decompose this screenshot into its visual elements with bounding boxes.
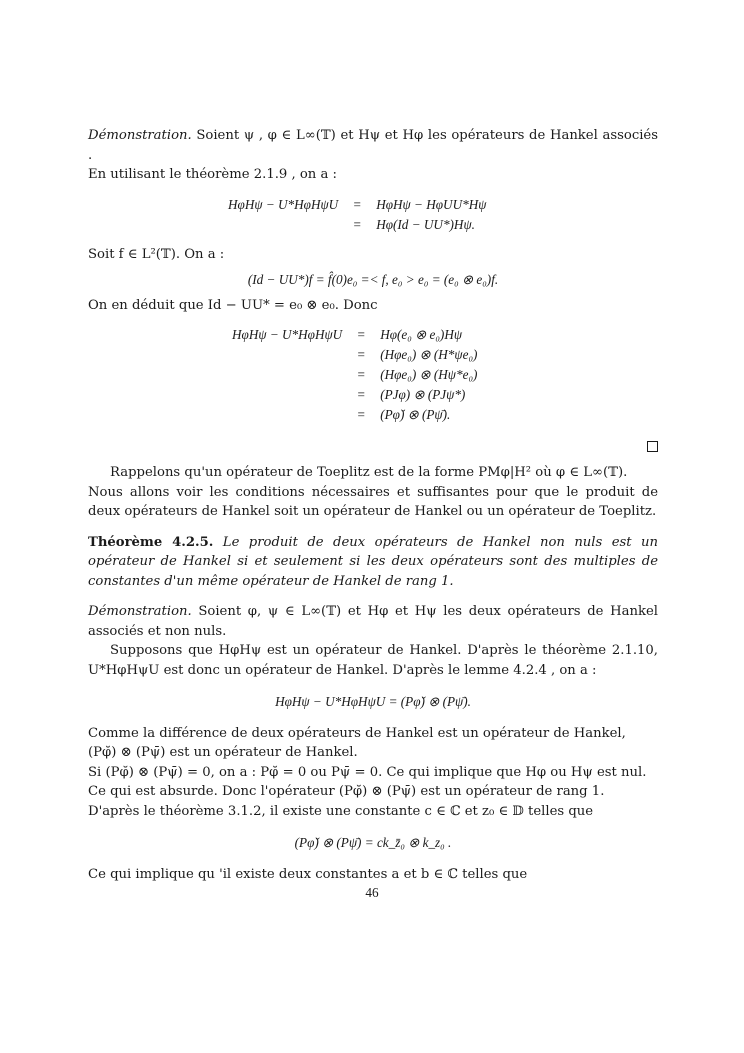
equation-1 [228, 195, 658, 235]
paragraph-rappel [88, 463, 658, 522]
paragraph-final: Ce qui implique qu 'il existe deux constantes a et b ∈ ℂ telles que [88, 866, 528, 882]
equation-row: = (Hφe₀) ⊗ (H*ψe₀) [232, 345, 477, 365]
page-number: 46 [365, 885, 379, 900]
equation-rhs: (Hφe₀) ⊗ (H*ψe₀) [380, 347, 478, 363]
equation-row: HφHψ − U*HφHψU = HφHψ − HφUU*Hψ [228, 195, 486, 215]
equation-rhs: (Hφe₀) ⊗ (Hψ*e₀) [380, 367, 478, 383]
paragraph-comme [88, 724, 658, 822]
rappel-line-1: Rappelons qu'un opérateur de Toeplitz est de la forme PMφ|H² où φ ∈ L∞(𝕋). [110, 465, 628, 480]
equation-rhs: Hφ(e₀ ⊗ e₀)Hψ [380, 327, 463, 343]
demonstration-label: Démonstration. [88, 604, 192, 619]
paragraph-deduit: On en déduit que Id − UU* = e₀ ⊗ e₀. Donc [88, 297, 378, 313]
demonstration-2 [88, 602, 658, 641]
equation-lhs [232, 345, 352, 365]
equation-row: HφHψ − U*HφHψU = Hφ(e₀ ⊗ e₀)Hψ [232, 325, 477, 345]
demonstration-label: Démonstration. [88, 128, 192, 143]
page-content [88, 126, 658, 884]
equation-5: (Pφ̆) ⊗ (Pψ̄) = ck_z̄₀ ⊗ k_z₀ . [294, 835, 452, 850]
demonstration-text: Soient ψ , φ ∈ L∞(𝕋) et Hψ et Hφ les opérateurs de Hankel associés . [88, 128, 658, 163]
text-line: Si (Pφ̆) ⊗ (Pψ̄) = 0, on a : Pφ̆ = 0 ou Pψ̄ = 0. Ce qui implique que Hφ ou Hψ est nul. [88, 764, 647, 780]
qed-row [88, 435, 658, 457]
demonstration-text-2: En utilisant le théorème 2.1.9 , on a : [88, 167, 337, 182]
equation-rhs: HφHψ − HφUU*Hψ [376, 196, 487, 212]
theorem-label: Théorème 4.2.5. [88, 534, 214, 550]
paragraph-soit: Soit f ∈ L²(𝕋). On a : [88, 246, 225, 262]
equation-2: (Id − UU*)f = f̂(0)e₀ =< f, e₀ > e₀ = (e₀ ⊗ e₀)f. [247, 272, 499, 287]
theorem-text: Le produit de deux opérateurs de Hankel non nuls est un opérateur de Hankel si et seulement si les deux opérateurs sont des multiples de constantes d'un même opérateur de Hankel de rang 1. [88, 534, 658, 589]
theorem-4-2-5 [88, 533, 658, 592]
text-line: Comme la différence de deux opérateurs de Hankel est un opérateur de Hankel, [88, 725, 626, 741]
equation-row: = Hφ(Id − UU*)Hψ. [228, 215, 486, 235]
demonstration-text: Soient φ, ψ ∈ L∞(𝕋) et Hφ et Hψ les deux opérateurs de Hankel associés et non nuls. [88, 604, 658, 639]
text-line: Ce qui est absurde. Donc l'opérateur (Pφ̆) ⊗ (Pψ̄) est un opérateur de rang 1. [88, 784, 605, 799]
equation-lhs [232, 385, 352, 405]
equation-rhs: (PJφ) ⊗ (PJψ*) [380, 387, 466, 403]
equation-3 [232, 325, 658, 425]
demonstration-1 [88, 126, 658, 185]
equation-lhs [228, 215, 348, 235]
equation-lhs [232, 365, 352, 385]
rappel-rest: Nous allons voir les conditions nécessaires et suffisantes pour que le produit de deux opérateurs de Hankel soit un opérateur de Hankel ou un opérateur de Toeplitz. [88, 484, 658, 519]
text-line: (Pφ̆) ⊗ (Pψ̄) est un opérateur de Hankel. [88, 745, 358, 760]
equation-row: = (Pφ̆) ⊗ (Pψ̄). [232, 405, 477, 425]
equation-4: HφHψ − U*HφHψU = (Pφ̆) ⊗ (Pψ̄). [275, 694, 471, 709]
equation-row: = (PJφ) ⊗ (PJψ*) [232, 385, 477, 405]
equation-row: = (Hφe₀) ⊗ (Hψ*e₀) [232, 365, 477, 385]
paragraph-supposons: Supposons que HφHψ est un opérateur de Hankel. D'après le théorème 2.1.10, U*HφHψU est donc un opérateur de Hankel. D'après le lemme 4.2.4 , on a : [88, 643, 658, 678]
qed-square-icon [647, 441, 658, 452]
equation-rhs: Hφ(Id − UU*)Hψ. [376, 216, 475, 232]
equation-rhs: (Pφ̆) ⊗ (Pψ̄). [380, 407, 451, 423]
equation-lhs [232, 405, 352, 425]
equation-lhs: HφHψ − U*HφHψU [228, 196, 339, 212]
text-line: D'après le théorème 3.1.2, il existe une constante c ∈ ℂ et z₀ ∈ 𝔻 telles que [88, 803, 594, 819]
equation-lhs: HφHψ − U*HφHψU [232, 327, 343, 343]
